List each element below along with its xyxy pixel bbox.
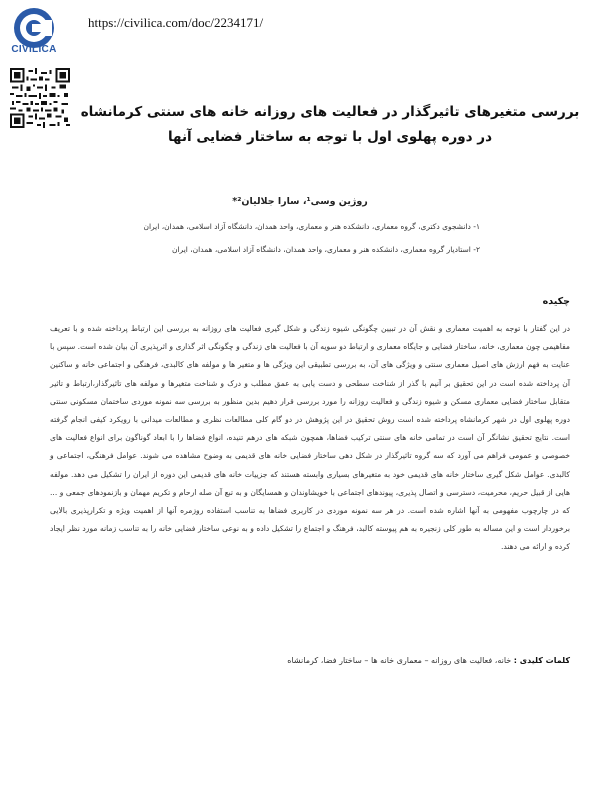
document-url[interactable]: https://civilica.com/doc/2234171/ <box>88 15 264 30</box>
logo-wordmark: CIVILICA <box>11 44 57 55</box>
keywords-list: خانه، فعالیت های روزانه – معماری خانه ها – ساختار فضا، کرمانشاه <box>287 656 512 665</box>
affiliation-2: ۲- استادیار گروه معماری، دانشکده هنر و معماری، واحد همدان، دانشگاه آزاد اسلامی، همدان، ایران <box>171 245 480 254</box>
affiliation-1: ۱- دانشجوی دکتری، گروه معماری، دانشکده هنر و معماری، واحد همدان، دانشگاه آزاد اسلامی، همدان، ایران <box>143 222 480 231</box>
paper-title: بررسی متغیرهای تاثیرگذار در فعالیت های روزانه خانه های سنتی کرمانشاه در دوره پهلوی اول با توجه به ساختار فضایی آنها <box>80 104 580 145</box>
keywords-label: کلمات کلیدی : <box>513 656 570 665</box>
keywords-line <box>200 656 570 665</box>
abstract-heading: چکیده <box>542 296 570 307</box>
paper-authors: روژین وسی¹، سارا جلالیان²* <box>232 196 368 207</box>
abstract-body: در این گفتار با توجه به اهمیت معماری و نقش آن در تبیین چگونگی شیوه زندگی و شکل گیری فعالیت های روزانه به بررسی این ارتباط پرداخته شده و با تعریف مفاهیمی چون معماری، خانه، ساختار فضایی و جایگاه معماری و ارتباط دو سویه آن با فعالیت های زندگی و چگونگی اثر گذاری و اثرپذیری آن بیان شده است. سپس با عنایت به فهم ارزش های اصیل معماری سنتی و ویژگی های آن، به بررسی تطبیقی این ویژگی ها و متغیر ها و مولفه های کالبدی، فرهنگی و اجتماعی خانه و ساکنین آن پرداخته شده است در این تحقیق بر آنیم با گذر از شناخت سطحی و دست یابی به عمق مطلب و درک و شناخت متغیرها و مولفه های تاثیرگذار،ارتباط و تاثیر متقابل ساختار فضایی معماری مسکن و شیوه زندگی و فعالیت روزانه را مورد بررسی قرار دهیم بدین منظور به بررسی سه نمونه موردی ساختمان مسکونی سنتی دوره پهلوی اول در شهر کرمانشاه پرداخته شده است روش تحقیق در این پژوهش در دو گام کلی مطالعات نظری و مطالعات میدانی با رویکرد کیفی انجام گرفته است. نتایج تحقیق نشانگر آن است در تمامی خانه های سنتی ترکیب فضاها، همچون شبکه های درهم تنیده، انواع فضاها را با ابعاد گوناگون برای انواع فعالیت های خصوصی و عمومی فراهم می آورد که سه گروه تاثیرگذار در شکل دهی ساختار فضایی خانه های قدیمی به وضوح مشاهده می شوند. عوامل فرهنگی، اجتماعی و کالبدی. عوامل شکل گیری ساختار خانه های قدیمی خود به متغیرهای بسیاری وابسته هستند که جزییات خانه های قدیمی این دوره از ایران را تشکیل می دهد. مولفه هایی از قبیل حریم، محرمیت، دسترسی و اتصال پذیری، پیوندهای اجتماعی با خویشاوندان و همسایگان و به تبع آن صله ارحام و تکریم مهمان و بازنمودهای جمعی و ... که در چارچوب مفهومی به آنها اشاره شده است. در هر سه نمونه موردی در کاربری فضاها به تناسب استفاده روزمره آنها از اهمیت ویژه و تکرارپذیری بالایی برخوردار است و این مساله به طور کلی زنجیره به هم پیوسته کالبد، فرهنگ و اجتماع را تشکیل داده و به نوعی ساختار فضایی خانه را به تناسب زمانه مورد نظر ایجاد کرده و ارائه می دهند. <box>50 324 570 552</box>
qr-code-icon <box>10 68 70 128</box>
